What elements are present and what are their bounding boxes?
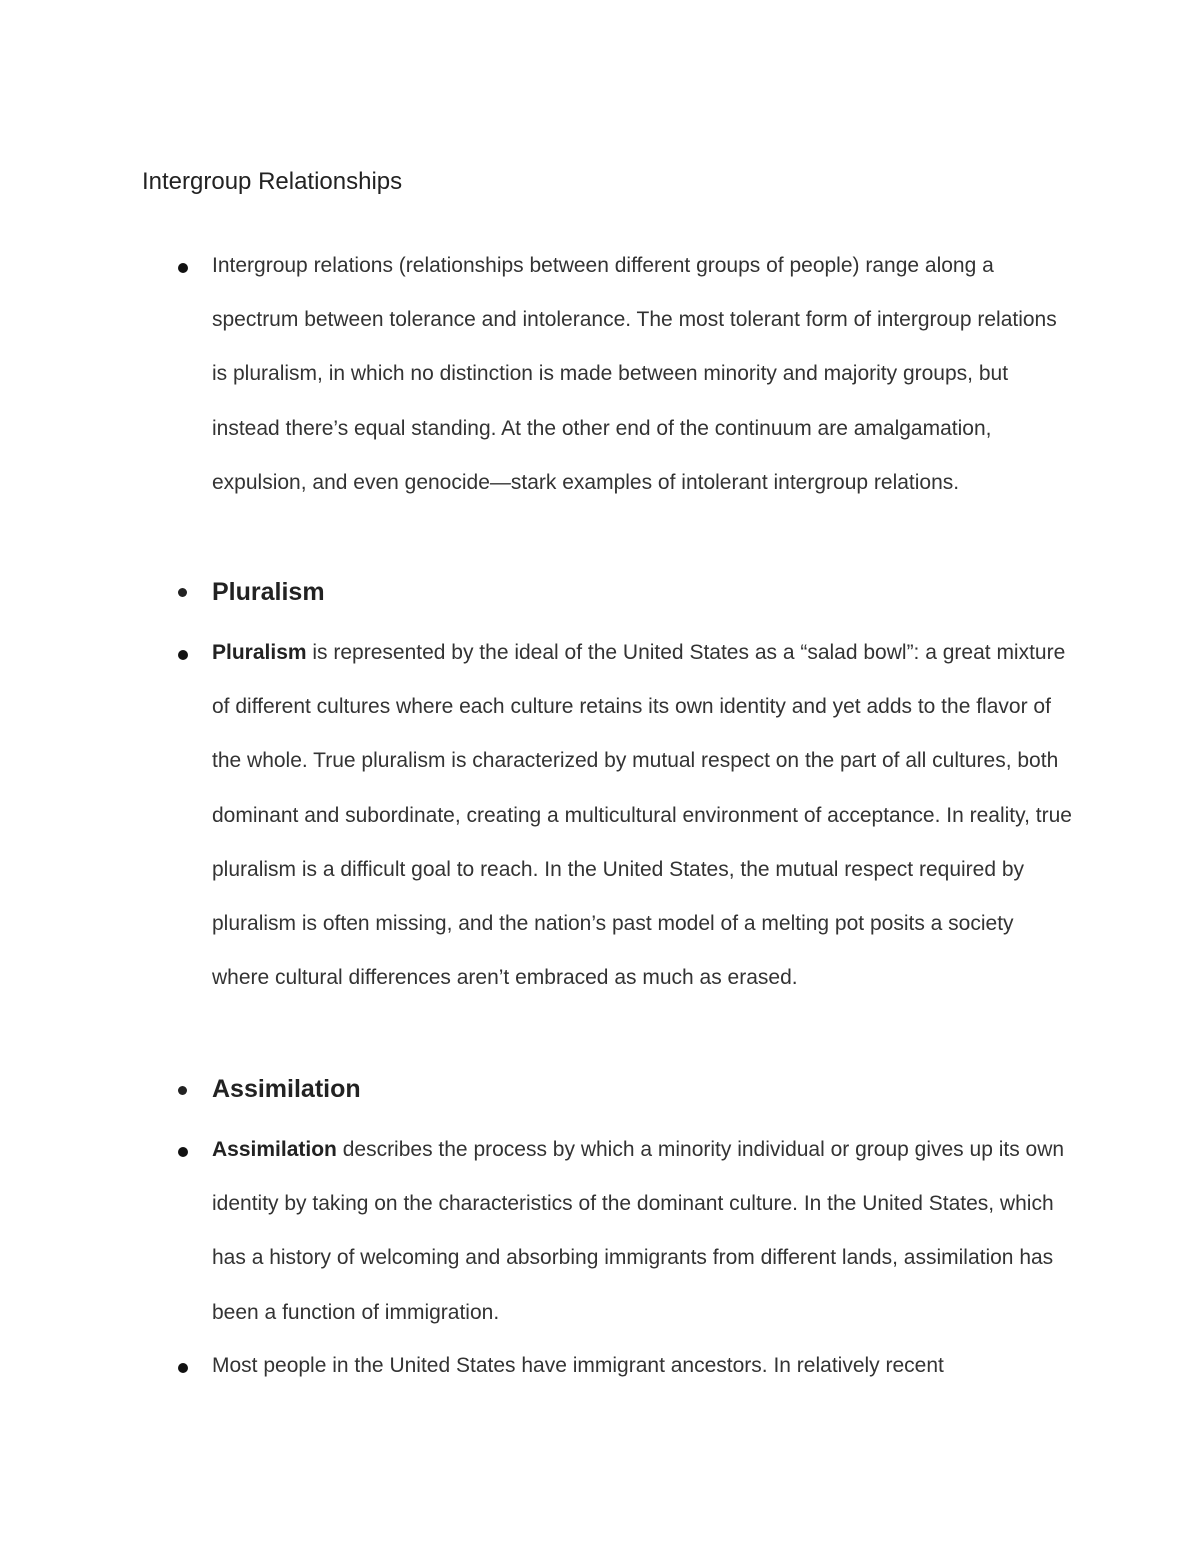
assimilation-heading: Assimilation	[212, 1075, 361, 1103]
assimilation-term: Assimilation	[212, 1138, 337, 1161]
bullet-icon	[178, 1086, 187, 1095]
pluralism-paragraph	[212, 626, 1072, 1005]
pluralism-body: is represented by the ideal of the United States as a “salad bowl”: a great mixture of different cultures where each culture retains its own identity and yet adds to the flavor of the whole. True pluralism is characterized by mutual respect on the part of all cultures, both dominant and subordinate, creating a multicultural environment of acceptance. In reality, true pluralism is a difficult goal to reach. In the United States, the mutual respect required by pluralism is often missing, and the nation’s past model of a melting pot posits a society where cultural differences aren’t embraced as much as erased.	[212, 641, 1072, 990]
bullet-icon	[178, 588, 187, 597]
pluralism-term: Pluralism	[212, 641, 307, 664]
pluralism-heading: Pluralism	[212, 578, 325, 606]
bullet-icon	[178, 1147, 188, 1157]
bullet-icon	[178, 650, 188, 660]
assimilation-paragraph	[212, 1123, 1072, 1340]
bullet-icon	[178, 1363, 188, 1373]
document-title: Intergroup Relationships	[142, 168, 403, 195]
assimilation-body: describes the process by which a minority individual or group gives up its own identity by taking on the characteristics of the dominant culture. In the United States, which has a history of welcoming and absorbing immigrants from different lands, assimilation has been a function of immigration.	[212, 1138, 1065, 1324]
bullet-icon	[178, 263, 188, 273]
immigrants-paragraph: Most people in the United States have immigrant ancestors. In relatively recent	[212, 1354, 944, 1377]
intro-paragraph: Intergroup relations (relationships between different groups of people) range along a spectrum between tolerance and intolerance. The most tolerant form of intergroup relations is pluralism, in which no distinction is made between minority and majority groups, but instead there’s equal standing. At the other end of the continuum are amalgamation, expulsion, and even genocide—stark examples of intolerant intergroup relations.	[212, 254, 1057, 494]
